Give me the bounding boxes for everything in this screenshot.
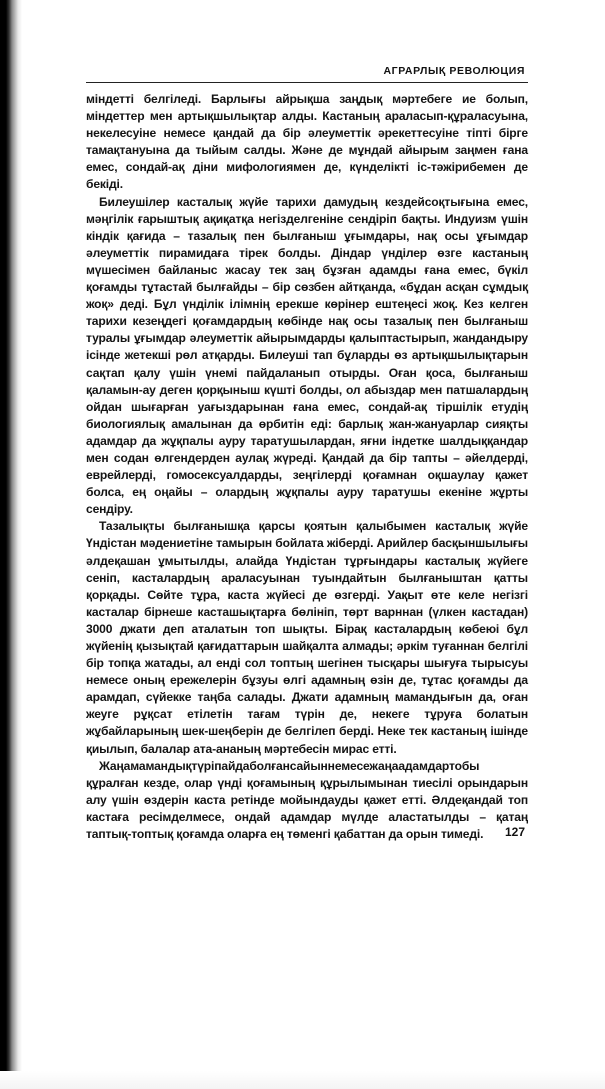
header-rule xyxy=(86,82,528,83)
scan-bottom-edge xyxy=(0,1071,605,1089)
paragraph-2: Билеушілер касталық жүйе тарихи дамудың кездейсоқтығына емес, мәңгілік ғарыштық ақиқатқа негізделгеніне сендіріп бақты. Индуизм үшін кіндік қағида – тазалық пен былғаныш ұғымдары, нақ осы ұғымдар әлеуметтік пирамидаға тірек болды. Діндар үнділер өзге кастаның мүшесімен байланыс жасау тек заң бұзған адамды ғана емес, бүкіл қоғамды тұтастай былғайды – бір сөзбен айтқанда, «бұдан асқан сұмдық жоқ» деді. Бұл үнділік ілімнің ерекше көрінер ештеңесі жоқ. Кез келген тарихи кезеңдегі қоғамдардың көбінде нақ осы тазалық пен былғаныш туралы ұғымдар әлеуметтік айырымдарды қалыптастырып, жандандыру ісінде жетекші рөл атқарды. Билеуші тап бұларды өз артықшылықтарын сақтап қалу үшін үнемі пайдаланып отырды. Оған қоса, былғаныш қаламын-ау деген қорқыныш күшті болды, ол абыздар мен патшалардың ойдан шығарған уағыздарынан ғана емес, сондай-ақ тіршілік етудің биологиялық амалынан да өрбитін еді: барлық жан-жануарлар сияқты адамдар да жұқпалы ауру таратушылардан, яғни індетке шалдыққандар мен содан өлгендерден аулақ жүреді. Қандай да бір тапты – әйелдерді, еврейлерді, гомосексуалдарды, зеңгілерді қоғамнан оқшаулау қажет болса, ең оңайы – олардың жұқпалы ауру таратушы екеніне жұрты сендіру. xyxy=(86,194,528,517)
page-number: 127 xyxy=(504,825,525,839)
scan-page-edge xyxy=(0,0,22,1089)
paragraph-3: Тазалықты былғанышқа қарсы қоятын қалыбымен касталық жүйе Үндістан мәдениетіне тамырын бойлата жіберді. Арийлер басқыншылығы әлдеқашан ұмытылды, алайда Үндістан тұрғындары касталық жүйеге сеніп, касталардың араласуынан туындайтын былғаныштан қатты қорқады. Сөйте тұра, каста жүйесі де өзгерді. Уақыт өте келе негізгі касталар бірнеше касташықтарға бөлініп, төрт варннан (үлкен кастадан) 3000 джати деп аталатын топ шықты. Бірақ касталардың көбеюі бұл жүйенің қызықтай қағидаттарын шайқалта алмады; әркім туғаннан белгілі бір топқа жатады, ал енді сол топтың шегінен тысқары шығуға тырысуы немесе оның ережелерін бұзуы өлгі адамның өзін де, тұтас қоғамды да арамдап, сүйекке таңба салады. Джати адамның мамандығын да, оған жеуге рұқсат етілетін тағам түрін де, некеге тұруға болатын жұбайларының шек-шеңберін де белгілеп берді. Неке тек кастаның ішінде қиылып, балалар ата-ананың мәртебесін мирас етті. xyxy=(86,519,528,756)
body-text xyxy=(86,91,528,843)
paragraph-1: міндетті белгіледі. Барлығы айрықша заңдық мәртебеге ие болып, міндеттер мен артықшылықтар алды. Кастаның араласып-құраласуына, некелесуіне немесе қандай да бір әлеуметтік әрекеттесуіне тіпті бірге тамақтануына да тыйым салды. Және де мұндай айырым заңмен ғана емес, сондай-ақ діни мифологиямен де, күнделікті іс-тәжірибемен де бекіді. xyxy=(86,92,528,192)
paragraph-4: Жаңамамандықтүріпайдаболғансайыннемесежаңаадамдартобы құралған кезде, олар үнді қоғамының құрылымынан тиесілі орындарын алу үшін өздерін каста ретінде мойындауды қажет етті. Әлдеқандай топ кастаға ресімделмесе, ондай адамдар мүлде аластатылды – қатаң таптық-топтық қоғамда оларға ең төменгі қабаттан да орын тимеді. xyxy=(86,758,528,842)
running-head: АГРАРЛЫҚ РЕВОЛЮЦИЯ xyxy=(383,65,525,77)
